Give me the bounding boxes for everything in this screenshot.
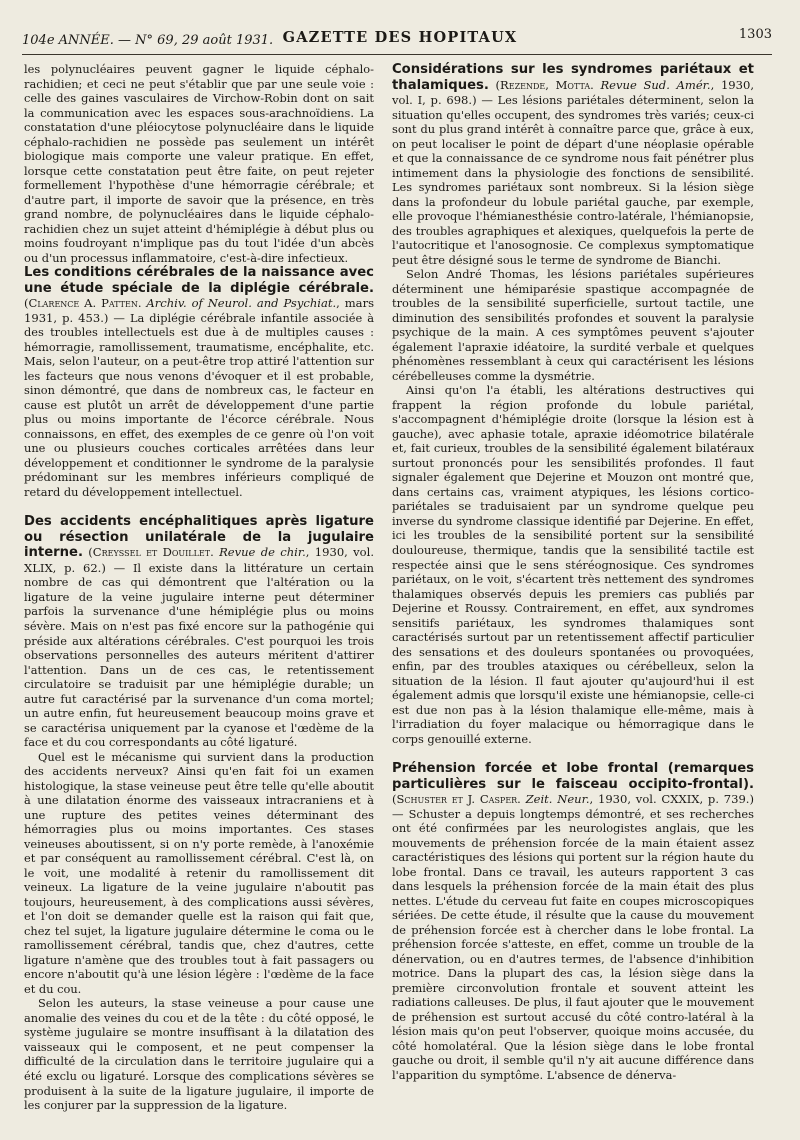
article-citation: , 1930, vol. CXXIX, p. 739.) — (392, 792, 754, 821)
article-paragraph: Il existe dans la littérature un certain nombre de cas qui démontrent que l'altération ou la ligature de la veine jugulaire interne peut déterminer parfois la survenance d'une hémiplégie plus ou moins sévère. Mais on n'est pas fixé encore sur la pathogénie qui préside aux altérations cérébrales. C'est pourquoi les trois observations personnelles des auteurs méritent d'attirer l'attention. Dans un de ces cas, le retentissement circulatoire se traduisit par une hémiplégie durable; un autre fut caractérisé par la survenance d'un coma mortel; un autre enfin, fut heureusement beaucoup moins grave et se caractérisa uniquement par la cyanose et l'œdème de la face et du cou correspondants au côté ligaturé. (24, 560, 374, 750)
article-paragraph: Les lésions pariétales déterminent, selon la situation qu'elles occupent, des syndromes très variés; ceux-ci sont du plus grand intérêt à connaître parce que, grâce à eux, on peut localiser le point de départ d'une néoplasie opérable et que la connaissance de ce syndrome nous fait pénétrer plus intimement dans la physiologie des fonctions de sensibilité. Les syndromes pariétaux sont nombreux. Si la lésion siège dans la profondeur du lobule pariétal gauche, par exemple, elle provoque l'hémianesthésie contro-latérale, l'hémianopsie, des troubles agraphiques et alexiques, quelquefois la perte de l'autocritique et l'anosognosie. Ce complexus symptomatique peut être désigné sous le terme de syndrome de Bianchi. (392, 93, 755, 267)
article-heading (24, 514, 374, 749)
article-source: Archiv. of Neurol. and Psychiat. (146, 296, 337, 311)
article-paragraph: Quel est le mécanisme qui survient dans la production des accidents nerveux? Ainsi qu'en fait foi un examen histologique, la stase veineuse peut être telle qu'elle aboutit à une dilatation énorme des vaisseaux intracraniens et à une rupture des petites veines déterminant des hémorragies plus ou moins importantes. Ces stases veineuses aboutissent, si on n'y porte remède, à l'anoxémie et par conséquent au ramollissement cérébral. C'est là, on le voit, une modalité à retenir du ramollissement dit veineux. La ligature de la veine jugulaire n'aboutit pas toujours, heureusement, à des complications aussi sévères, et l'on doit se demander quelle est la raison qui fait que, chez tel sujet, la ligature jugulaire détermine le coma ou le ramollissement cérébral, tandis que, chez d'autres, cette ligature n'amène que des troubles tout à fait passagers ou encore n'aboutit qu'à une lésion légère : l'œdème de la face et du cou. (24, 749, 374, 996)
article-paragraph: Selon André Thomas, les lésions pariétales supérieures déterminent une hémiparésie spastique accompagnée de troubles de la sensibilité superficielle, surtout tactile, une diminution des sensibilités profondes et souvent la paralysie psychique de la main. A ces symptômes peuvent s'ajouter également l'apraxie idéatoire, la surdité verbale et quelques phénomènes ressemblant à ceux qui caractérisent les lésions cérébelleuses comme la dysmétrie. (392, 267, 754, 383)
article-prehension (392, 761, 754, 1082)
header-rule (22, 54, 772, 55)
article-paragraph: Ainsi qu'on l'a établi, les altérations destructives qui frappent la région profonde du lobule pariétal, s'accompagnent d'hémiplégie droite (lorsque la lésion est à gauche), avec aphasie totale, apraxie idéomotrice bilatérale et, fait curieux, troubles de la sensibilité également bilatéraux surtout prononcés pour les sensibilités profondes. Il faut signaler également que Dejerine et Mouzon ont montré que, dans certains cas, vraiment atypiques, les lésions cortico-pariétales se traduisaient par un syndrome quelque peu inverse du syndrome classique identifié par Dejerine. En effet, ici les troubles de la sensibilité portent sur la sensibilité douloureuse, thermique, tandis que la sensibilité tactile est respectée ainsi que le sens stéréognosique. Ces syndromes pariétaux, on le voit, s'écartent très nettement des syndromes thalamiques observés depuis les premiers cas publiés par Dejerine et Roussy. Contrairement, en effet, aux syndromes sensitifs pariétaux, les syndromes thalamiques sont caractérisés surtout par un retentissement affectif particulier des sensations et des douleurs spontanées ou provoquées, enfin, par des troubles ataxiques ou cérébelleux, selon la situation de la lésion. Il faut ajouter qu'aujourd'hui il est également admis que lorsqu'il existe une hémianopsie, celle-ci est due non pas à la lésion thalamique elle-même, mais à l'irradiation du foyer malacique ou hémorragique dans le corps genouillé externe. (392, 383, 754, 746)
article-authors: (Rezende, Motta. (495, 77, 594, 92)
article-citation: , 1930, vol. XLIX, p. 62.) — (24, 545, 374, 575)
issue-line: 104e ANNÉE. — N° 69, 29 août 1931. (22, 33, 274, 48)
article-body: Schuster a depuis longtemps démontré, et ses recherches ont été confirmées par les neurologistes anglais, que les mouvements de préhension forcée de la main étaient assez caractéristiques des lésions qui portent sur la région haute du lobe frontal. Dans ce travail, les auteurs rapportent 3 cas dans lesquels la préhension forcée de la main était des plus nettes. L'étude du cerveau fut faite en coupes microscopiques sériées. De cette étude, il résulte que la cause du mouvement de préhension forcée est à chercher dans le lobe frontal. La préhension forcée s'atteste, en effet, comme un trouble de la dénervation, ou en d'autres termes, de l'absence d'inhibition motrice. Dans la plupart des cas, la lésion siège dans la première circonvolution frontale et souvent atteint les radiations calleuses. De plus, il faut ajouter que le mouvement de préhension est surtout accusé du côté contro-latéral à la lésion mais qu'on peut l'observer, quoique moins accusée, du côté homolatéral. Que la lésion siège dans le lobe frontal gauche ou droit, il semble qu'il n'y ait aucune différence dans l'apparition du symptôme. L'absence de dénerva- (392, 806, 754, 1082)
article-title: Les conditions cérébrales de la naissance avec une étude spéciale de la diplégie cérébrale. (24, 265, 374, 296)
article-source: Zeit. Neur. (525, 792, 590, 807)
page-header (0, 0, 800, 56)
article-paragraph: Selon les auteurs, la stase veineuse a pour cause une anomalie des veines du cou et de la tête : du côté opposé, le système jugulaire se montre insuffisant à la dilatation des vaisseaux qui le composent, et ne peut compenser la difficulté de la circulation dans le territoire jugulaire qui a été exclu ou ligaturé. Lorsque des complications sévères se produisent à la suite de la ligature jugulaire, il importe de les conjurer par la suppression de la ligature. (24, 996, 374, 1113)
article-diplegie (24, 265, 374, 499)
article-source: Revue de chir. (219, 545, 306, 560)
article-source: Revue Sud. Amér. (600, 77, 711, 92)
intro-paragraph: les polynucléaires peuvent gagner le liquide céphalo-rachidien; et ceci ne peut s'établir que par une seule voie : celle des gaines vasculaires de Virchow-Robin dont on sait la communication avec les espaces sous-arachnoïdiens. La constatation d'une pléiocytose polynucléaire dans le liquide céphalo-rachidien ne possède pas seulement un intérêt biologique mais comporte une valeur pratique. En effet, lorsque cette constatation peut être faite, on peut rejeter formellement l'hypothèse d'une hémorragie cérébrale; et d'autre part, il importe de savoir que la présence, en très grand nombre, de polynucléaires dans le liquide céphalo-rachidien chez un sujet atteint d'hémiplégie à début plus ou moins foudroyant n'implique pas du tout l'idée d'un abcès ou d'un processus inflammatoire, c'est-à-dire infectieux. (24, 62, 374, 265)
article-title: Considérations sur les syndromes pariétaux et thalamiques. (392, 62, 754, 93)
left-column (24, 62, 374, 1128)
article-authors: (Clarence A. Patten. (24, 296, 142, 311)
article-body: La diplégie cérébrale infantile associée à des troubles intellectuels est due à de multiples causes : hémorragie, ramollissement, traumatisme, encéphalite, etc. Mais, selon l'auteur, on a peut-être trop attiré l'attention sur les facteurs que nous venons d'évoquer et il est probable, sinon démontré, que dans de nombreux cas, le facteur en cause est plutôt un arrêt de développement d'une partie plus ou moins importante de l'écorce cérébrale. Nous connaissons, en effet, des exemples de ce genre où l'on voit une ou plusieurs couches corticales arrêtées dans leur développement et conditionner le syndrome de la paralysie prédominant sur les membres inférieurs compliqué de retard du développement intellectuel. (24, 310, 374, 499)
journal-title: GAZETTE DES HOPITAUX (282, 29, 518, 46)
article-authors: (Creyssel et Douillet. (88, 545, 214, 560)
article-authors: (Schuster et J. Casper. (392, 792, 521, 807)
article-title: Des accidents encéphalitiques après ligature ou résection unilatérale de la jugulaire interne. (24, 514, 374, 561)
article-citation: , mars 1931, p. 453.) — (24, 296, 375, 325)
article-title: Préhension forcée et lobe frontal (remarques particulières sur le faisceau occipito-frontal). (392, 761, 754, 792)
page-number: 1303 (738, 27, 772, 42)
article-parietaux (392, 62, 754, 746)
article-heading (24, 265, 374, 499)
right-column (392, 62, 754, 1098)
article-jugulaire (24, 514, 374, 1112)
article-heading (392, 62, 754, 267)
article-heading (392, 761, 754, 1082)
article-citation: , 1930, vol. I, p. 698.) — (392, 77, 755, 107)
